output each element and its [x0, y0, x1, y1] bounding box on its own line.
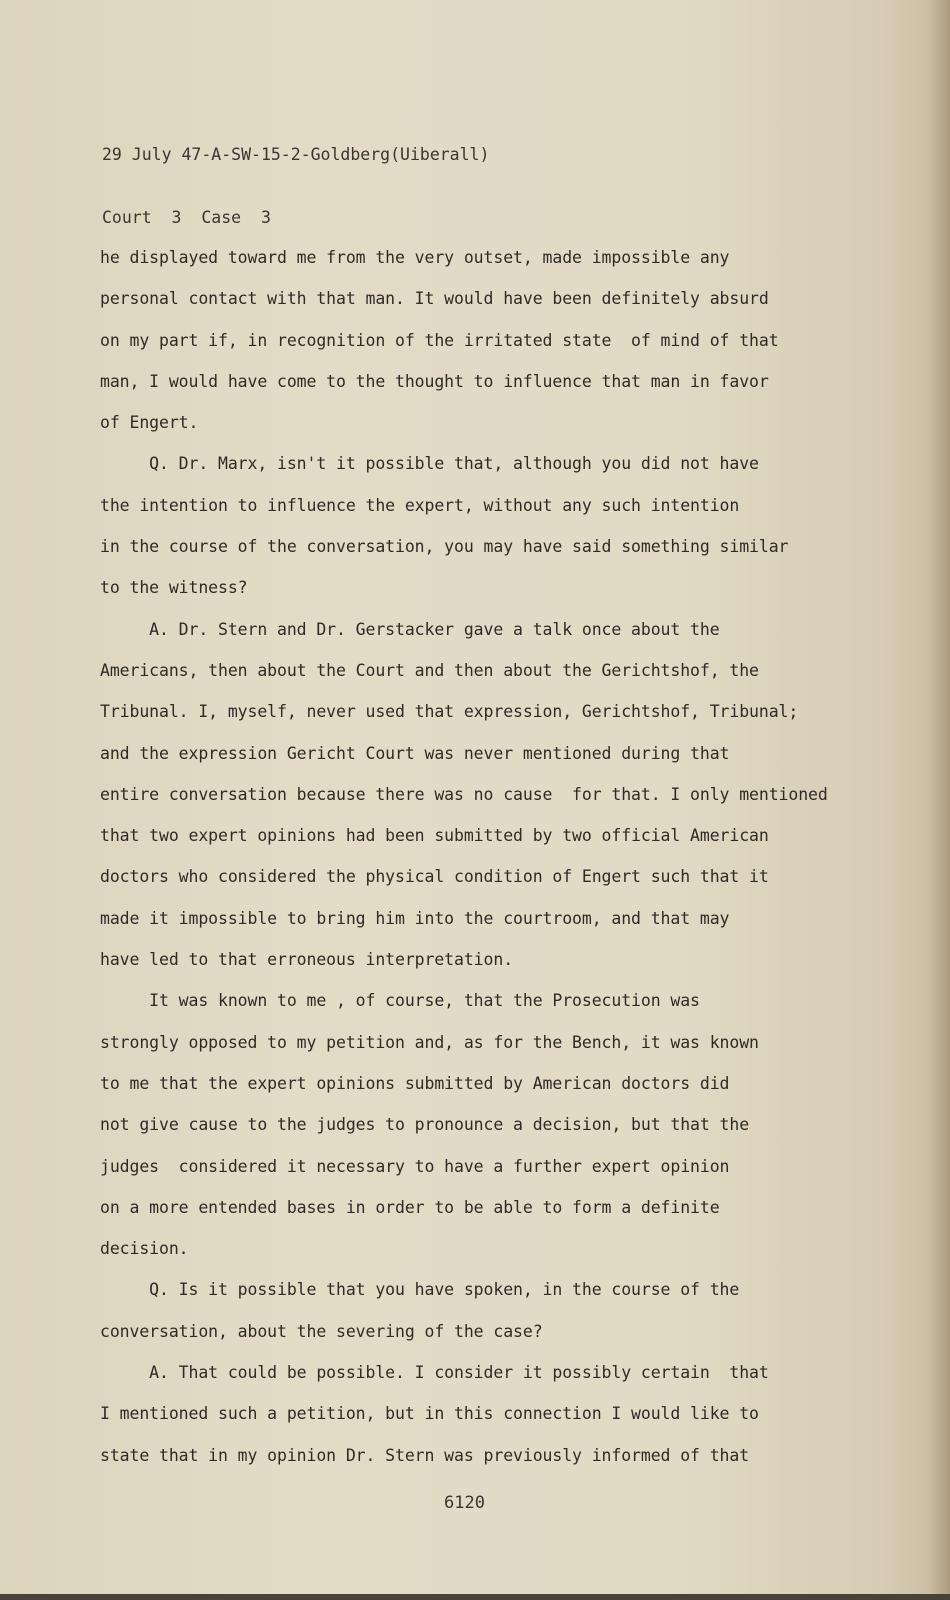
transcript-line: Q. Dr. Marx, isn't it possible that, although you did not have: [100, 454, 759, 474]
page-bottom-edge: [0, 1594, 950, 1600]
transcript-line: Americans, then about the Court and then about the Gerichtshof, the: [100, 660, 759, 680]
transcript-line: A. That could be possible. I consider it possibly certain that: [100, 1363, 769, 1383]
transcript-line: that two expert opinions had been submitted by two official American: [100, 826, 769, 846]
transcript-line: strongly opposed to my petition and, as for the Bench, it was known: [100, 1032, 759, 1052]
transcript-line: on a more entended bases in order to be able to form a definite: [100, 1197, 720, 1217]
transcript-line: It was known to me , of course, that the Prosecution was: [100, 991, 700, 1011]
transcript-line: Q. Is it possible that you have spoken, in the course of the: [100, 1280, 740, 1300]
transcript-line: decision.: [100, 1239, 189, 1259]
transcript-line: I mentioned such a petition, but in this connection I would like to: [100, 1404, 759, 1424]
page-edge-shadow: [928, 0, 950, 1600]
transcript-line: to me that the expert opinions submitted by American doctors did: [100, 1073, 730, 1093]
transcript-line: entire conversation because there was no cause for that. I only mentioned: [100, 784, 828, 804]
page-number: 6120: [444, 1493, 485, 1513]
header-date-reference: 29 July 47-A-SW-15-2-Goldberg(Uiberall): [102, 145, 490, 164]
transcript-line: the intention to influence the expert, without any such intention: [100, 495, 740, 515]
transcript-line: on my part if, in recognition of the irritated state of mind of that: [100, 330, 779, 350]
transcript-line: in the course of the conversation, you may have said something similar: [100, 537, 789, 557]
transcript-line: doctors who considered the physical condition of Engert such that it: [100, 867, 769, 887]
transcript-line: of Engert.: [100, 413, 199, 433]
transcript-line: A. Dr. Stern and Dr. Gerstacker gave a talk once about the: [100, 619, 720, 639]
transcript-line: man, I would have come to the thought to influence that man in favor: [100, 371, 769, 391]
transcript-line: he displayed toward me from the very outset, made impossible any: [100, 248, 730, 267]
transcript-line: judges considered it necessary to have a further expert opinion: [100, 1156, 730, 1176]
transcript-line: personal contact with that man. It would have been definitely absurd: [100, 289, 769, 309]
header-court-case: Court 3 Case 3: [102, 208, 271, 227]
transcript-line: and the expression Gericht Court was never mentioned during that: [100, 743, 730, 763]
transcript-line: to the witness?: [100, 578, 248, 598]
transcript-body: [100, 243, 860, 1482]
transcript-line: Tribunal. I, myself, never used that expression, Gerichtshof, Tribunal;: [100, 702, 799, 722]
transcript-line: have led to that erroneous interpretation.: [100, 950, 514, 970]
transcript-line: made it impossible to bring him into the courtroom, and that may: [100, 908, 730, 928]
transcript-line: state that in my opinion Dr. Stern was previously informed of that: [100, 1445, 750, 1465]
transcript-line: conversation, about the severing of the case?: [100, 1321, 543, 1341]
transcript-line: not give cause to the judges to pronounce a decision, but that the: [100, 1115, 750, 1135]
